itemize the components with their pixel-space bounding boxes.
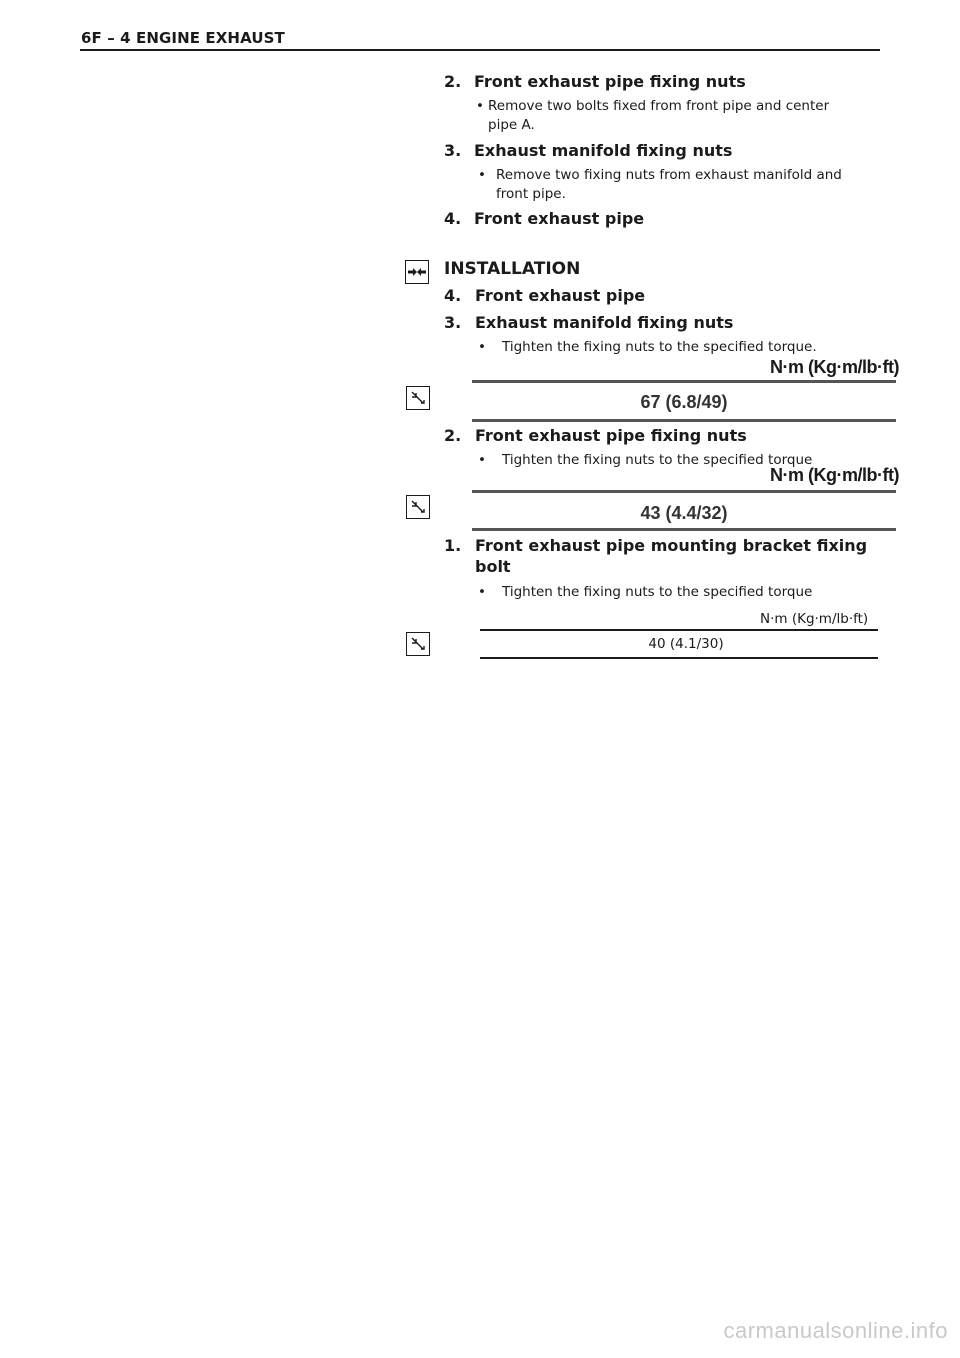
step-number: 3.: [444, 313, 462, 332]
step-bullet-line: Tighten the fixing nuts to the specified torque: [502, 452, 813, 468]
header-divider: [80, 49, 880, 51]
table-rule-top: [472, 380, 896, 383]
torque-wrench-icon: [406, 495, 430, 519]
step-title: Front exhaust pipe fixing nuts: [474, 72, 746, 91]
torque-unit-label: N·m (Kg·m/lb·ft): [770, 357, 899, 377]
step-bullet-line: pipe A.: [488, 117, 535, 133]
site-watermark: carmanualsonline.info: [723, 1318, 948, 1343]
step-number: 2.: [444, 72, 462, 91]
torque-value: 43 (4.4/32): [640, 503, 728, 523]
torque-unit-label: N·m (Kg·m/lb·ft): [760, 611, 869, 627]
torque-wrench-icon: [406, 632, 430, 656]
step-bullet-line: Tighten the fixing nuts to the specified torque: [502, 584, 813, 600]
bullet-dot: •: [476, 98, 484, 114]
step-title: Front exhaust pipe mounting bracket fixing: [475, 536, 868, 555]
step-title: Exhaust manifold fixing nuts: [474, 141, 733, 160]
table-rule-bottom: [472, 419, 896, 422]
step-number: 1.: [444, 536, 462, 555]
step-title: bolt: [475, 557, 511, 576]
section-heading: INSTALLATION: [444, 259, 581, 279]
step-bullet-line: Remove two bolts fixed from front pipe and center: [488, 98, 830, 114]
bullet-dot: •: [478, 584, 486, 600]
step-title: Front exhaust pipe: [475, 286, 646, 305]
bullet-dot: •: [478, 167, 486, 183]
step-bullet-line: Remove two fixing nuts from exhaust manifold and: [496, 167, 842, 183]
torque-value: 67 (6.8/49): [640, 392, 728, 412]
table-rule-top: [480, 629, 878, 631]
step-title: Exhaust manifold fixing nuts: [475, 313, 734, 332]
table-rule-bottom: [480, 657, 878, 659]
table-rule-bottom: [472, 528, 896, 531]
bullet-dot: •: [478, 452, 486, 468]
step-number: 4.: [444, 209, 462, 228]
step-number: 3.: [444, 141, 462, 160]
bullet-dot: •: [478, 339, 486, 355]
page-header-title: 6F – 4 ENGINE EXHAUST: [81, 29, 285, 47]
step-number: 4.: [444, 286, 462, 305]
step-bullet-line: Tighten the fixing nuts to the specified torque.: [502, 339, 817, 355]
step-number: 2.: [444, 426, 462, 445]
torque-value: 40 (4.1/30): [648, 636, 724, 652]
torque-unit-label: N·m (Kg·m/lb·ft): [770, 465, 899, 485]
installation-icon: [405, 260, 429, 284]
table-rule-top: [472, 490, 896, 493]
step-title: Front exhaust pipe: [474, 209, 645, 228]
torque-wrench-icon: [406, 386, 430, 410]
step-title: Front exhaust pipe fixing nuts: [475, 426, 747, 445]
step-bullet-line: front pipe.: [496, 186, 566, 202]
